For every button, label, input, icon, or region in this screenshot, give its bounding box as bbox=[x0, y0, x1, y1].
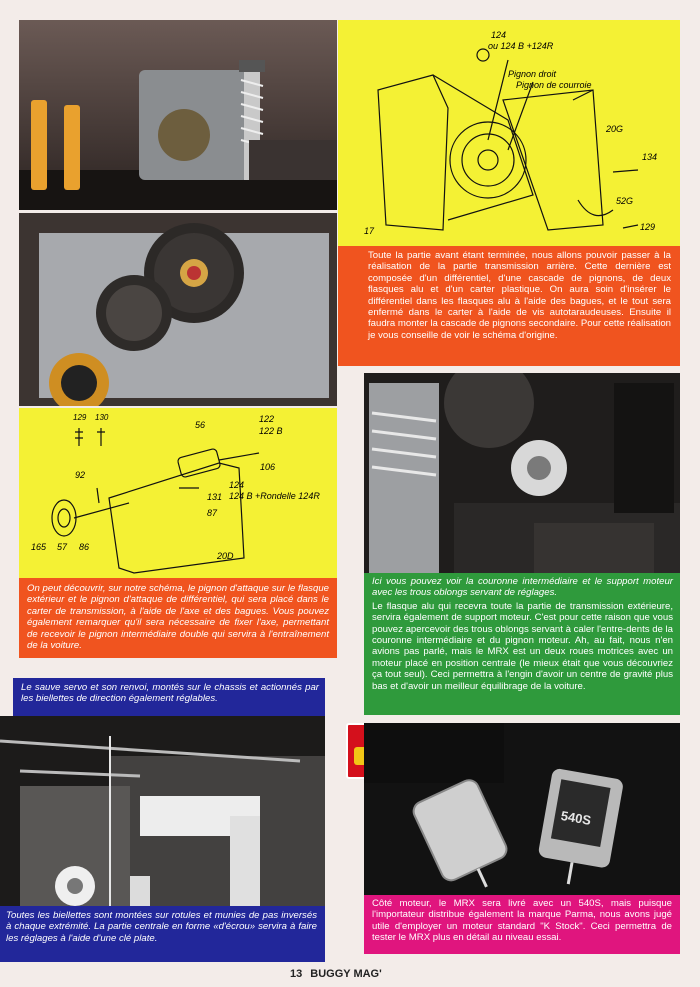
photo-sauve-servo bbox=[0, 716, 325, 906]
label-20g: 20G bbox=[606, 124, 624, 134]
label-129: 129 bbox=[640, 222, 656, 232]
motor-label: 540S bbox=[559, 807, 593, 828]
d2-label-129: 129 bbox=[73, 413, 87, 422]
d2-label-56: 56 bbox=[195, 420, 206, 430]
photo-couronne-support bbox=[364, 373, 680, 573]
caption-pignon bbox=[19, 578, 337, 658]
caption-biellettes-text: Toutes les biellettes sont montées sur rotules et munies de pas inversés à chaque extrémité. La partie centrale en forme «d'écrou» servira à faire les réglages à l'aide d'une clé plate. bbox=[6, 910, 317, 944]
d2-label-122: 122 bbox=[259, 414, 275, 424]
page-number: 13 bbox=[290, 968, 303, 980]
photo-top-left bbox=[19, 20, 337, 210]
page-footer bbox=[290, 966, 382, 982]
d2-label-106: 106 bbox=[260, 462, 276, 472]
d2-label-20d: 20D bbox=[217, 551, 234, 561]
label-134: 134 bbox=[642, 152, 658, 162]
label-17: 17 bbox=[364, 226, 375, 236]
diagram-transmission-rear bbox=[338, 20, 680, 246]
d2-label-131: 131 bbox=[207, 492, 223, 502]
diagram-pignon-attaque bbox=[19, 408, 337, 578]
label-pignon-courroie: Pignon de courroie bbox=[516, 80, 592, 90]
caption-transmission bbox=[338, 246, 680, 366]
d2-label-122b: 122 B bbox=[259, 426, 283, 436]
caption-moteur-text: Côté moteur, le MRX sera livré avec un 540S, mais puisque l'importateur distribue également la marque Parma, nous avons jugé utile d'employer un moteur standard "K Stock". Ceci permettra de tester le MRX plus en détail au niveau essai. bbox=[372, 898, 672, 944]
caption-couronne-body: Le flasque alu qui recevra toute la partie de transmission extérieure, servira également de support moteur. C'est pour cette raison que vous pouvez apercevoir des trous oblongs servant à caler l'entre-dents de la couronne intermédiaire et du pignon moteur. Ah, au fait, nous n'en avions pas parlé, mais le MRX est un deux roues motrices avec un moteur placé en position centrale (le mieux était que vous découvriez ça tout seul). Ceci permettra à l'engin d'avoir un centre de gravité plus bas et d'avoir un meilleur équilibrage de la voiture. bbox=[372, 600, 674, 692]
label-pignon-droit: Pignon droit bbox=[508, 69, 557, 79]
caption-biellettes bbox=[0, 906, 325, 962]
caption-sauve-servo-text: Le sauve servo et son renvoi, montés sur le chassis et actionnés par les biellettes de direction également réglables. bbox=[21, 682, 319, 705]
caption-sauve-servo bbox=[13, 678, 325, 716]
caption-transmission-text: Toute la partie avant étant terminée, nous allons pouvoir passer à la réalisation de la partie transmission arrière. Cette dernière est composée d'un différentiel, d'une cascade de pignons, de deux flasques alu et d'un carter plastique. On aura soin d'insérer le différentiel dans les flasques alu à l'aide des bagues, et le tout sera enfermé dans le carter à l'aide de vis autotaraudeuses. Ensuite il faudra monter la cascade de pignons secondaire. Pour cette réalisation je vous conseille de voir le schéma d'origine. bbox=[368, 250, 671, 341]
magazine-name: BUGGY MAG' bbox=[310, 968, 382, 980]
caption-couronne-italic: Ici vous pouvez voir la couronne intermédiaire et le support moteur avec les trous oblongs servant de réglages. bbox=[372, 576, 673, 599]
photo-middle-left bbox=[19, 213, 337, 406]
d2-label-57: 57 bbox=[57, 542, 68, 552]
d2-label-86: 86 bbox=[79, 542, 90, 552]
label-124: 124 bbox=[491, 30, 507, 40]
d2-label-124b: 124 B +Rondelle 124R bbox=[229, 491, 320, 501]
caption-moteur bbox=[364, 895, 680, 954]
d2-label-87: 87 bbox=[207, 508, 218, 518]
label-124b: ou 124 B +124R bbox=[488, 41, 554, 51]
caption-couronne bbox=[364, 573, 680, 715]
d2-label-130: 130 bbox=[95, 413, 109, 422]
d2-label-124: 124 bbox=[229, 480, 245, 490]
caption-pignon-text: On peut découvrir, sur notre schéma, le pignon d'attaque sur le flasque extérieur et le pignon d'attaque de différentiel, qui sera placé dans le carter de transmission, à l'aide de l'axe et des bagues. Vous pouvez également remarquer qu'il sera nécessaire de fixer l'axe, permettant de recevoir le pignon intermédiaire double qui servira à l'entraînement de la voiture. bbox=[27, 583, 329, 652]
label-52g: 52G bbox=[616, 196, 634, 206]
d2-label-92: 92 bbox=[75, 470, 86, 480]
d2-label-165: 165 bbox=[31, 542, 47, 552]
photo-motors bbox=[364, 723, 680, 895]
